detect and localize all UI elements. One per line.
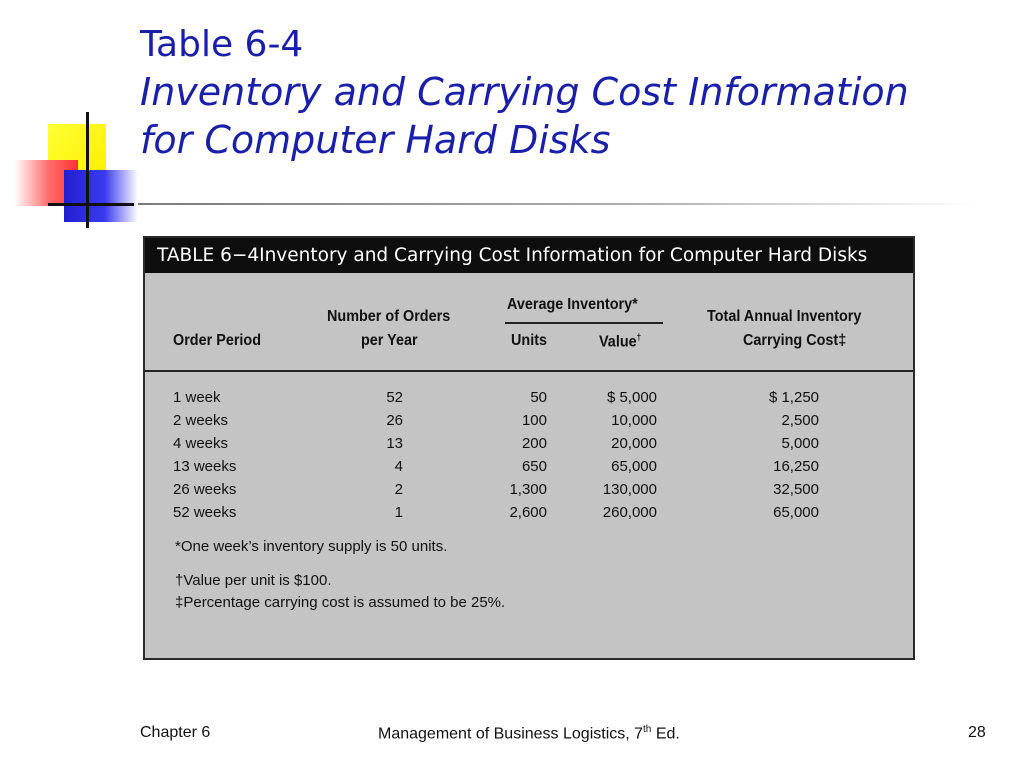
slide-title-line-3: for Computer Hard Disks: [140, 118, 611, 162]
header-total-line-2: Carrying Cost‡: [743, 332, 847, 349]
header-divider: [145, 370, 913, 372]
cell-order-period: 2 weeks: [173, 412, 229, 429]
footer-book-name: Management of Business Logistics, 7: [378, 725, 644, 743]
note-carrying-cost: ‡Percentage carrying cost is assumed to be 25%.: [175, 594, 506, 611]
footer-page-number: 28: [968, 724, 986, 741]
header-value-label: Value: [599, 333, 637, 351]
cell-units: 1,300: [509, 481, 547, 498]
cell-units: 650: [521, 458, 547, 475]
cell-value: 20,000: [611, 435, 657, 452]
note-value-per-unit: †Value per unit is $100.: [175, 572, 332, 589]
header-order-period: Order Period: [173, 332, 262, 349]
cell-order-period: 52 weeks: [173, 504, 237, 521]
title-underline-rule: [138, 203, 980, 205]
footer-book-sup: th: [643, 724, 652, 735]
cell-carrying-cost: 32,500: [773, 481, 819, 498]
cell-value: 260,000: [602, 504, 657, 521]
decorative-horizontal-line: [48, 203, 134, 206]
footer-book-title: [378, 724, 680, 743]
slide-title-line-1: Table 6-4: [140, 24, 304, 65]
cell-orders-per-year: 26: [386, 412, 403, 429]
cell-value: 10,000: [611, 412, 657, 429]
cell-orders-per-year: 1: [394, 504, 403, 521]
cell-carrying-cost: 65,000: [773, 504, 819, 521]
cell-order-period: 26 weeks: [173, 481, 237, 498]
average-inventory-rule: [505, 322, 663, 324]
table-box: [143, 236, 915, 660]
cell-orders-per-year: 13: [386, 435, 403, 452]
cell-value: $ 5,000: [606, 389, 657, 406]
slide-title: [140, 22, 909, 164]
cell-carrying-cost: $ 1,250: [768, 389, 819, 406]
header-orders-line-2: per Year: [361, 332, 418, 349]
footer-chapter: Chapter 6: [140, 724, 211, 741]
cell-units: 50: [530, 389, 547, 406]
header-orders-line-1: Number of Orders: [327, 308, 451, 325]
slide-title-line-2: Inventory and Carrying Cost Information: [140, 70, 909, 114]
cell-order-period: 13 weeks: [173, 458, 237, 475]
header-units: Units: [511, 332, 547, 349]
cell-carrying-cost: 5,000: [781, 435, 819, 452]
cell-value: 130,000: [602, 481, 657, 498]
cell-order-period: 1 week: [173, 389, 221, 406]
header-value: [599, 332, 641, 351]
table-banner: TABLE 6−4Inventory and Carrying Cost Information for Computer Hard Disks: [145, 238, 913, 273]
decorative-vertical-line: [86, 112, 89, 228]
cell-units: 2,600: [509, 504, 547, 521]
table-figure: [137, 213, 931, 666]
cell-value: 65,000: [611, 458, 657, 475]
cell-units: 200: [521, 435, 547, 452]
cell-order-period: 4 weeks: [173, 435, 229, 452]
cell-orders-per-year: 4: [394, 458, 403, 475]
header-average-inventory: Average Inventory*: [507, 296, 638, 313]
note-inventory-supply: *One week’s inventory supply is 50 units.: [175, 538, 448, 555]
cell-carrying-cost: 16,250: [773, 458, 819, 475]
cell-orders-per-year: 52: [386, 389, 403, 406]
cell-carrying-cost: 2,500: [781, 412, 819, 429]
decorative-blue-square: [64, 170, 138, 222]
header-value-mark: †: [636, 332, 642, 342]
footer-book-edition: Ed.: [651, 725, 680, 743]
cell-orders-per-year: 2: [394, 481, 403, 498]
header-total-line-1: Total Annual Inventory: [707, 308, 862, 325]
cell-units: 100: [521, 412, 547, 429]
